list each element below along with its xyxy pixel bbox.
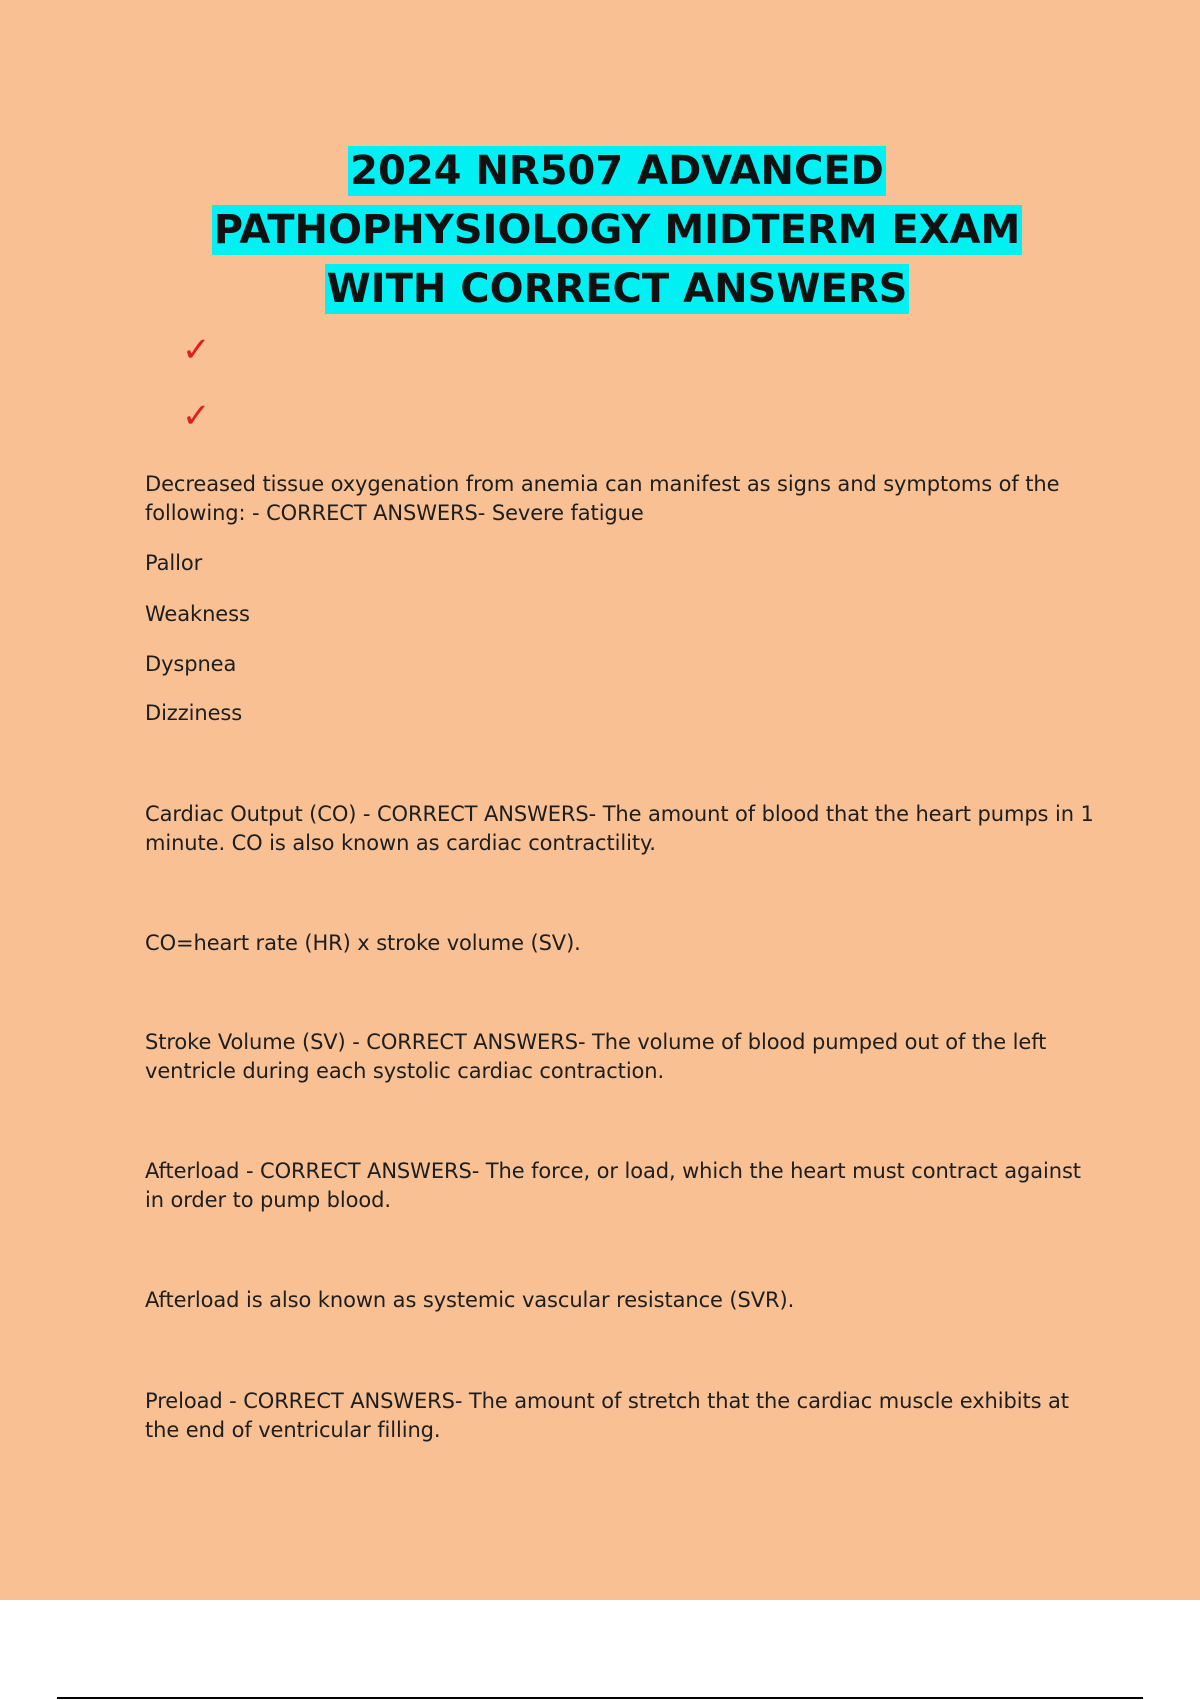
title-line-3: WITH CORRECT ANSWERS [326,266,908,312]
title-line-2: PATHOPHYSIOLOGY MIDTERM EXAM [213,207,1021,253]
document-title [100,142,1134,319]
answer-item-pallor: Pallor [145,551,203,575]
answer-item-dizziness: Dizziness [145,701,243,725]
answer-item-dyspnea: Dyspnea [145,652,237,676]
title-line-1: 2024 NR507 ADVANCED [350,148,884,194]
note-co-formula: CO=heart rate (HR) x stroke volume (SV). [145,931,581,955]
question-stroke-volume: Stroke Volume (SV) - CORRECT ANSWERS- The volume of blood pumped out of the left ventricle during each systolic cardiac contraction. [145,1030,1047,1083]
question-afterload: Afterload - CORRECT ANSWERS- The force, or load, which the heart must contract against in order to pump blood. [145,1159,1081,1212]
question-cardiac-output: Cardiac Output (CO) - CORRECT ANSWERS- The amount of blood that the heart pumps in 1 minute. CO is also known as cardiac contractility. [145,802,1094,855]
note-afterload-svr: Afterload is also known as systemic vascular resistance (SVR). [145,1288,795,1312]
checkmark-icon: ✓ [182,396,211,436]
answer-item-weakness: Weakness [145,602,250,626]
question-preload: Preload - CORRECT ANSWERS- The amount of stretch that the cardiac muscle exhibits at the end of ventricular filling. [145,1389,1069,1442]
footer-divider [57,1697,1143,1699]
checkmark-icon: ✓ [182,330,211,370]
question-anemia: Decreased tissue oxygenation from anemia can manifest as signs and symptoms of the following: - CORRECT ANSWERS- Severe fatigue [145,472,1060,525]
